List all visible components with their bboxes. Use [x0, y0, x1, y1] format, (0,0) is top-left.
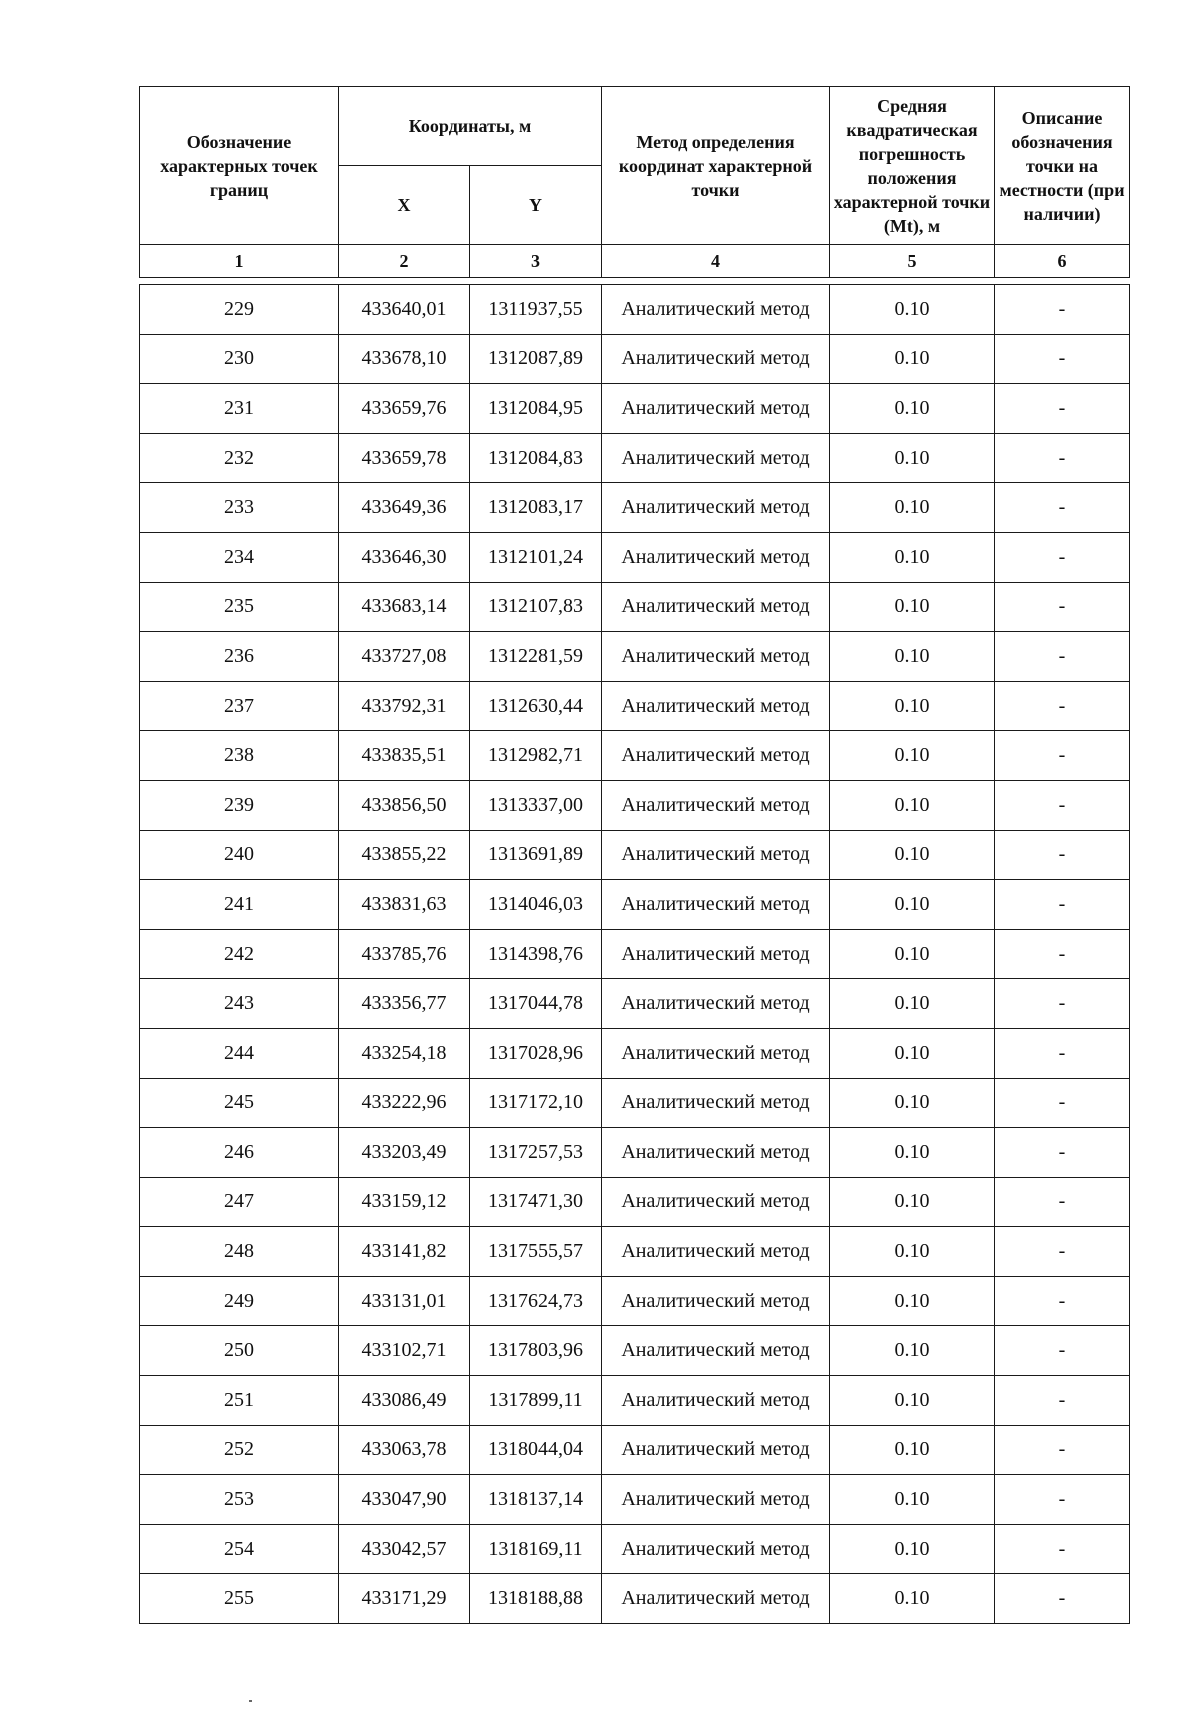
cell-error: 0.10: [830, 1425, 995, 1475]
cell-method: Аналитический метод: [602, 483, 830, 533]
cell-error: 0.10: [830, 433, 995, 483]
table-row: [140, 1128, 1130, 1178]
cell-description: -: [995, 334, 1130, 384]
cell-method: Аналитический метод: [602, 632, 830, 682]
cell-method: Аналитический метод: [602, 532, 830, 582]
table-row: [140, 1574, 1130, 1624]
cell-point: 241: [140, 880, 339, 930]
cell-method: Аналитический метод: [602, 1475, 830, 1525]
cell-point: 243: [140, 979, 339, 1029]
cell-y: 1317044,78: [470, 979, 602, 1029]
cell-method: Аналитический метод: [602, 731, 830, 781]
cell-x: 433659,78: [339, 433, 470, 483]
cell-y: 1317624,73: [470, 1276, 602, 1326]
cell-method: Аналитический метод: [602, 1078, 830, 1128]
cell-x: 433856,50: [339, 780, 470, 830]
cell-error: 0.10: [830, 979, 995, 1029]
cell-method: Аналитический метод: [602, 582, 830, 632]
cell-point: 240: [140, 830, 339, 880]
cell-method: Аналитический метод: [602, 384, 830, 434]
table-row: [140, 1078, 1130, 1128]
table-row: [140, 532, 1130, 582]
cell-method: Аналитический метод: [602, 1276, 830, 1326]
cell-method: Аналитический метод: [602, 1128, 830, 1178]
cell-point: 246: [140, 1128, 339, 1178]
cell-method: Аналитический метод: [602, 780, 830, 830]
cell-y: 1312982,71: [470, 731, 602, 781]
cell-method: Аналитический метод: [602, 285, 830, 335]
cell-point: 250: [140, 1326, 339, 1376]
column-number: 4: [602, 245, 830, 278]
cell-point: 236: [140, 632, 339, 682]
coordinates-table: [139, 86, 1130, 1624]
cell-description: -: [995, 1574, 1130, 1624]
cell-point: 231: [140, 384, 339, 434]
cell-error: 0.10: [830, 632, 995, 682]
cell-x: 433727,08: [339, 632, 470, 682]
cell-error: 0.10: [830, 582, 995, 632]
cell-x: 433640,01: [339, 285, 470, 335]
cell-y: 1313337,00: [470, 780, 602, 830]
cell-y: 1318044,04: [470, 1425, 602, 1475]
cell-point: 234: [140, 532, 339, 582]
cell-error: 0.10: [830, 1177, 995, 1227]
cell-method: Аналитический метод: [602, 681, 830, 731]
cell-description: -: [995, 582, 1130, 632]
cell-description: -: [995, 1276, 1130, 1326]
cell-method: Аналитический метод: [602, 830, 830, 880]
cell-y: 1314398,76: [470, 929, 602, 979]
table-row: [140, 1524, 1130, 1574]
cell-x: 433659,76: [339, 384, 470, 434]
cell-x: 433159,12: [339, 1177, 470, 1227]
cell-description: -: [995, 830, 1130, 880]
cell-y: 1312087,89: [470, 334, 602, 384]
cell-point: 255: [140, 1574, 339, 1624]
cell-error: 0.10: [830, 830, 995, 880]
cell-y: 1314046,03: [470, 880, 602, 930]
cell-point: 249: [140, 1276, 339, 1326]
cell-method: Аналитический метод: [602, 880, 830, 930]
table-row: [140, 1425, 1130, 1475]
cell-method: Аналитический метод: [602, 1326, 830, 1376]
cell-description: -: [995, 433, 1130, 483]
cell-x: 433086,49: [339, 1376, 470, 1426]
cell-point: 230: [140, 334, 339, 384]
cell-method: Аналитический метод: [602, 1524, 830, 1574]
table-row: [140, 1326, 1130, 1376]
cell-error: 0.10: [830, 731, 995, 781]
header-method: Метод определения координат характерной точки: [602, 87, 830, 245]
column-number: 2: [339, 245, 470, 278]
cell-point: 239: [140, 780, 339, 830]
table-row: [140, 1276, 1130, 1326]
table-row: [140, 1376, 1130, 1426]
cell-y: 1317803,96: [470, 1326, 602, 1376]
cell-description: -: [995, 681, 1130, 731]
cell-y: 1312630,44: [470, 681, 602, 731]
cell-point: 229: [140, 285, 339, 335]
cell-error: 0.10: [830, 681, 995, 731]
cell-description: -: [995, 1425, 1130, 1475]
cell-method: Аналитический метод: [602, 1574, 830, 1624]
cell-x: 433102,71: [339, 1326, 470, 1376]
cell-x: 433047,90: [339, 1475, 470, 1525]
cell-method: Аналитический метод: [602, 1177, 830, 1227]
table-row: [140, 1028, 1130, 1078]
header-description: Описание обозначения точки на местности (при наличии): [995, 87, 1130, 245]
cell-description: -: [995, 929, 1130, 979]
cell-point: 247: [140, 1177, 339, 1227]
column-number-row: [140, 245, 1130, 278]
cell-y: 1312084,95: [470, 384, 602, 434]
cell-description: -: [995, 979, 1130, 1029]
cell-x: 433678,10: [339, 334, 470, 384]
cell-x: 433171,29: [339, 1574, 470, 1624]
cell-error: 0.10: [830, 1128, 995, 1178]
cell-error: 0.10: [830, 532, 995, 582]
cell-description: -: [995, 1376, 1130, 1426]
table-row: [140, 285, 1130, 335]
cell-error: 0.10: [830, 1475, 995, 1525]
cell-point: 244: [140, 1028, 339, 1078]
cell-error: 0.10: [830, 285, 995, 335]
cell-y: 1312107,83: [470, 582, 602, 632]
table-row: [140, 929, 1130, 979]
header-x: X: [339, 166, 470, 245]
header-y: Y: [470, 166, 602, 245]
cell-error: 0.10: [830, 334, 995, 384]
header-coords: Координаты, м: [339, 87, 602, 166]
cell-x: 433356,77: [339, 979, 470, 1029]
cell-point: 232: [140, 433, 339, 483]
cell-error: 0.10: [830, 1028, 995, 1078]
cell-y: 1312281,59: [470, 632, 602, 682]
cell-description: -: [995, 1227, 1130, 1277]
cell-y: 1317899,11: [470, 1376, 602, 1426]
cell-description: -: [995, 1128, 1130, 1178]
cell-y: 1317471,30: [470, 1177, 602, 1227]
cell-description: -: [995, 483, 1130, 533]
cell-description: -: [995, 1078, 1130, 1128]
cell-point: 235: [140, 582, 339, 632]
cell-point: 245: [140, 1078, 339, 1128]
cell-error: 0.10: [830, 1376, 995, 1426]
table-row: [140, 1475, 1130, 1525]
cell-error: 0.10: [830, 780, 995, 830]
cell-y: 1317555,57: [470, 1227, 602, 1277]
cell-description: -: [995, 285, 1130, 335]
cell-description: -: [995, 1326, 1130, 1376]
cell-y: 1318188,88: [470, 1574, 602, 1624]
table-row: [140, 780, 1130, 830]
cell-x: 433649,36: [339, 483, 470, 533]
cell-y: 1312083,17: [470, 483, 602, 533]
cell-method: Аналитический метод: [602, 979, 830, 1029]
cell-error: 0.10: [830, 1326, 995, 1376]
cell-y: 1313691,89: [470, 830, 602, 880]
table-row: [140, 979, 1130, 1029]
header-error: Средняя квадратическая погрешность положения характерной точки (Mt), м: [830, 87, 995, 245]
cell-x: 433203,49: [339, 1128, 470, 1178]
cell-error: 0.10: [830, 929, 995, 979]
cell-error: 0.10: [830, 1574, 995, 1624]
table-row: [140, 1227, 1130, 1277]
cell-error: 0.10: [830, 880, 995, 930]
cell-point: 237: [140, 681, 339, 731]
cell-point: 253: [140, 1475, 339, 1525]
cell-x: 433042,57: [339, 1524, 470, 1574]
cell-x: 433831,63: [339, 880, 470, 930]
cell-description: -: [995, 1524, 1130, 1574]
cell-method: Аналитический метод: [602, 1227, 830, 1277]
column-number: 6: [995, 245, 1130, 278]
table-row: [140, 1177, 1130, 1227]
table-row: [140, 731, 1130, 781]
cell-point: 238: [140, 731, 339, 781]
cell-y: 1318137,14: [470, 1475, 602, 1525]
cell-description: -: [995, 1475, 1130, 1525]
cell-y: 1318169,11: [470, 1524, 602, 1574]
table-row: [140, 384, 1130, 434]
cell-x: 433131,01: [339, 1276, 470, 1326]
cell-description: -: [995, 1028, 1130, 1078]
header-point: Обозначение характерных точек границ: [140, 87, 339, 245]
cell-point: 252: [140, 1425, 339, 1475]
cell-description: -: [995, 880, 1130, 930]
cell-x: 433855,22: [339, 830, 470, 880]
cell-description: -: [995, 384, 1130, 434]
cell-error: 0.10: [830, 1227, 995, 1277]
cell-x: 433785,76: [339, 929, 470, 979]
cell-x: 433063,78: [339, 1425, 470, 1475]
cell-method: Аналитический метод: [602, 1376, 830, 1426]
cell-x: 433141,82: [339, 1227, 470, 1277]
table-row: [140, 582, 1130, 632]
column-number: 1: [140, 245, 339, 278]
cell-description: -: [995, 731, 1130, 781]
cell-method: Аналитический метод: [602, 334, 830, 384]
table-header: [140, 87, 1130, 285]
cell-description: -: [995, 632, 1130, 682]
cell-description: -: [995, 532, 1130, 582]
cell-description: -: [995, 1177, 1130, 1227]
header-gap: [140, 278, 1130, 285]
cell-error: 0.10: [830, 1524, 995, 1574]
cell-method: Аналитический метод: [602, 1028, 830, 1078]
cell-error: 0.10: [830, 1078, 995, 1128]
cell-method: Аналитический метод: [602, 929, 830, 979]
cell-y: 1312084,83: [470, 433, 602, 483]
table-row: [140, 483, 1130, 533]
cell-point: 242: [140, 929, 339, 979]
cell-method: Аналитический метод: [602, 1425, 830, 1475]
cell-point: 233: [140, 483, 339, 533]
cell-x: 433792,31: [339, 681, 470, 731]
cell-error: 0.10: [830, 483, 995, 533]
cell-point: 254: [140, 1524, 339, 1574]
table-row: [140, 632, 1130, 682]
scan-speck: [249, 1700, 252, 1702]
table-row: [140, 334, 1130, 384]
table-body: [140, 285, 1130, 1624]
cell-point: 251: [140, 1376, 339, 1426]
cell-x: 433254,18: [339, 1028, 470, 1078]
cell-error: 0.10: [830, 384, 995, 434]
cell-point: 248: [140, 1227, 339, 1277]
cell-method: Аналитический метод: [602, 433, 830, 483]
cell-x: 433222,96: [339, 1078, 470, 1128]
cell-y: 1317028,96: [470, 1028, 602, 1078]
cell-y: 1317172,10: [470, 1078, 602, 1128]
column-number: 3: [470, 245, 602, 278]
cell-y: 1317257,53: [470, 1128, 602, 1178]
cell-x: 433683,14: [339, 582, 470, 632]
table-row: [140, 880, 1130, 930]
table-row: [140, 830, 1130, 880]
cell-x: 433835,51: [339, 731, 470, 781]
table-row: [140, 433, 1130, 483]
cell-x: 433646,30: [339, 532, 470, 582]
column-number: 5: [830, 245, 995, 278]
cell-y: 1311937,55: [470, 285, 602, 335]
table-row: [140, 681, 1130, 731]
cell-error: 0.10: [830, 1276, 995, 1326]
cell-y: 1312101,24: [470, 532, 602, 582]
cell-description: -: [995, 780, 1130, 830]
